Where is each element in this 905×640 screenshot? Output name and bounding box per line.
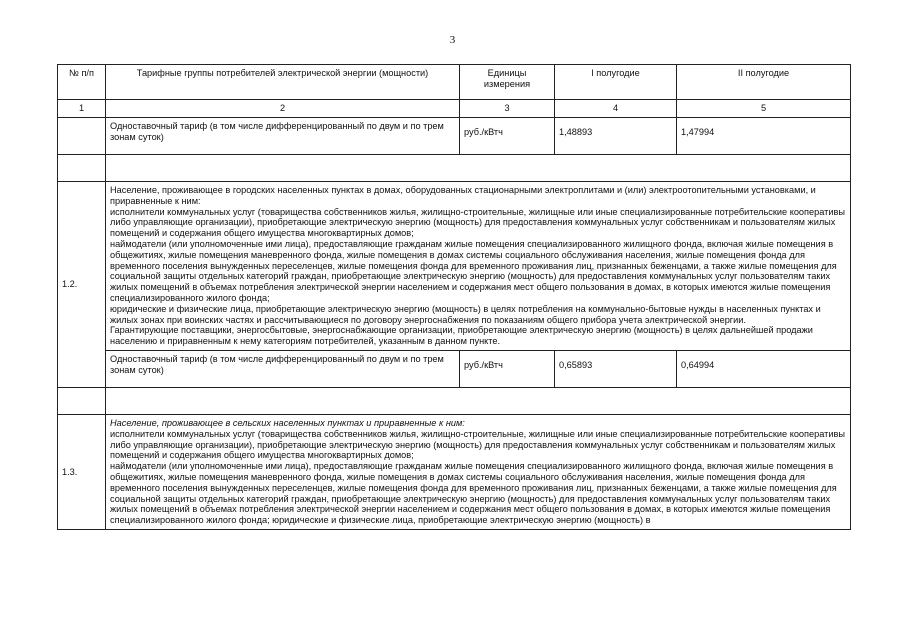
section-paragraph: Гарантирующие поставщики, энергосбытовые, энергоснабжающие организации, приобретающие электрическую энергию (мощность) в целях дальнейшей продажи населению и приравненным к нему категориям потребителей, указанным в данном пункте. [110, 325, 813, 347]
section-number: 1.2. [58, 182, 106, 388]
tariff-unit: руб./кВтч [460, 118, 555, 155]
header-unit: Единицы измерения [460, 65, 555, 100]
section-description [106, 182, 851, 351]
row-number [58, 118, 106, 155]
table-header-row [58, 65, 851, 100]
tariff-name: Одноставочный тариф (в том числе дифференцированный по двум и по трем зонам суток) [106, 350, 460, 387]
tariff-name: Одноставочный тариф (в том числе дифференцированный по двум и по трем зонам суток) [106, 118, 460, 155]
table-row [58, 118, 851, 155]
section-paragraph: Население, проживающее в городских населенных пунктах в домах, оборудованных стационарными электроплитами и (или) электроотопительными установками, и приравненные к ним: [110, 185, 816, 206]
section-row [58, 182, 851, 351]
header-first-half: I полугодие [555, 65, 677, 100]
empty-cell [58, 387, 106, 414]
column-index: 1 [58, 100, 106, 118]
table-row [58, 155, 851, 182]
header-second-half: II полугодие [677, 65, 851, 100]
tariff-second-half-value: 1,47994 [677, 118, 851, 155]
column-index: 5 [677, 100, 851, 118]
tariff-second-half-value: 0,64994 [677, 350, 851, 387]
column-index-row [58, 100, 851, 118]
section-description [106, 414, 851, 529]
section-paragraph: наймодатели (или уполномоченные ими лица), предоставляющие гражданам жилые помещения специализированного жилищного фонда, включая жилые помещения в общежитиях, жилые помещения маневренного фонда, жилые помещения в домах системы социального обслуживания населения, жилые помещения фонда для временного поселения вынужденных переселенцев, жилые помещения фонда для временного проживания лиц, признанных беженцами, а также жилые помещения для социальной защиты отдельных категорий граждан, приобретающие электрическую энергию (мощность) для предоставления коммунальных услуг пользователям таких жилых помещений в объемах потребления электрической энергии населением и содержания мест общего пользования в домах, в которых имеются жилые помещения специализированного жилого фонда; юридические и физические лица, приобретающие электрическую энергию (мощность) в [110, 461, 837, 526]
section-number: 1.3. [58, 414, 106, 529]
tariff-first-half-value: 0,65893 [555, 350, 677, 387]
column-index: 4 [555, 100, 677, 118]
section-paragraph: юридические и физические лица, приобретающие электрическую энергию (мощность) в целях потребления на коммунально-бытовые нужды в населенных пунктах и жилых зонах при воинских частях и рассчитывающиеся по договору энергоснабжения по показаниям общего прибора учета электрической энергии. [110, 303, 821, 325]
empty-cell [58, 155, 106, 182]
table-row [58, 387, 851, 414]
header-number: № п/п [58, 65, 106, 100]
section-paragraph: наймодатели (или уполномоченные ими лица), предоставляющие гражданам жилые помещения специализированного жилищного фонда, включая жилые помещения в общежитиях, жилые помещения маневренного фонда, жилые помещения в домах системы социального обслуживания населения, жилые помещения фонда для временного поселения вынужденных переселенцев, жилые помещения фонда для временного проживания лиц, признанных беженцами, а также жилые помещения для социальной защиты отдельных категорий граждан, приобретающие электрическую энергию (мощность) для предоставления коммунальных услуг пользователям таких жилых помещений в объемах потребления электрической энергии населением и содержания мест общего пользования в домах, в которых имеются жилые помещения специализированного жилого фонда; [110, 238, 837, 303]
table-row [58, 350, 851, 387]
page-number: 3 [449, 34, 456, 46]
tariff-first-half-value: 1,48893 [555, 118, 677, 155]
column-index: 3 [460, 100, 555, 118]
header-tariff-group: Тарифные группы потребителей электрической энергии (мощности) [106, 65, 460, 100]
tariff-table [57, 64, 851, 530]
section-row [58, 414, 851, 529]
section-paragraph: Население, проживающее в сельских населенных пунктах и приравненные к ним: [110, 417, 465, 428]
section-paragraph: исполнители коммунальных услуг (товарищества собственников жилья, жилищно-строительные, жилищные или иные специализированные потребительские кооперативы либо управляющие организации), приобретающие электрическую энергию (мощность) для предоставления коммунальных услуг собственникам и пользователям жилых помещений и содержания общего имущества многоквартирных домов; [110, 428, 845, 461]
tariff-unit: руб./кВтч [460, 350, 555, 387]
empty-cell [106, 155, 851, 182]
section-paragraph: исполнители коммунальных услуг (товарищества собственников жилья, жилищно-строительные, жилищные или иные специализированные потребительские кооперативы либо управляющие организации), приобретающие электрическую энергию (мощность) для предоставления коммунальных услуг собственникам и пользователям жилых помещений и содержания общего имущества многоквартирных домов; [110, 206, 845, 239]
column-index: 2 [106, 100, 460, 118]
empty-cell [106, 387, 851, 414]
